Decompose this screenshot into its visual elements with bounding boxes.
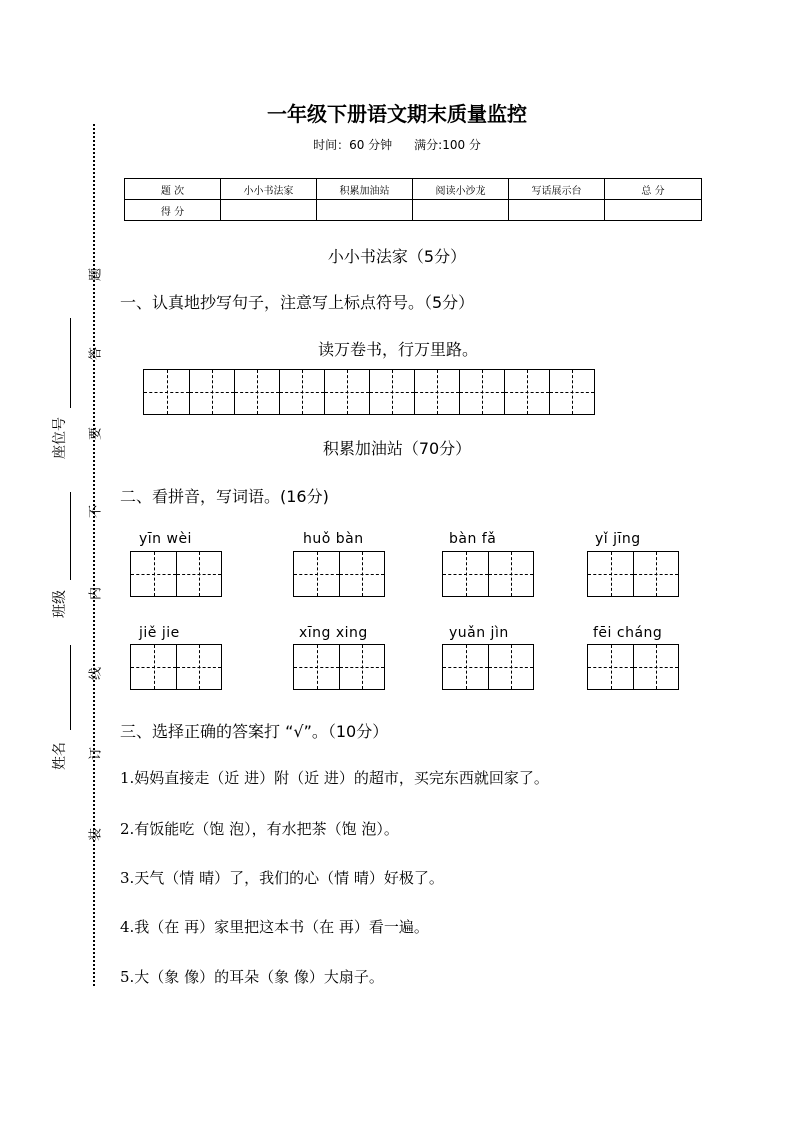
grid-cell[interactable] [144,370,189,414]
score-entry-cell[interactable] [221,200,317,221]
grid-cell[interactable] [189,370,234,414]
word-grid[interactable] [130,551,222,597]
pinyin-label: bàn fǎ [449,531,497,547]
grid-cell[interactable] [234,370,279,414]
grid-cell[interactable] [294,645,339,689]
grid-cell[interactable] [176,552,221,596]
writing-grid-row[interactable] [143,369,595,415]
seat-number-label: 座位号 [52,417,68,459]
binding-char: 订 [88,747,104,761]
table-cell: 阅读小沙龙 [413,179,509,200]
table-cell: 积累加油站 [317,179,413,200]
pinyin-label: fēi cháng [593,625,663,641]
grid-cell[interactable] [131,552,176,596]
choice-item[interactable]: 3.天气（情 晴）了，我们的心（情 晴）好极了。 [120,869,444,887]
grid-cell[interactable] [488,645,533,689]
exam-info [0,136,794,153]
binding-char: 题 [88,268,104,282]
grid-cell[interactable] [443,552,488,596]
pinyin-label: xīng xing [299,625,368,641]
pinyin-label: yuǎn jìn [449,625,509,641]
grid-cell[interactable] [339,645,384,689]
pinyin-label: yīn wèi [139,531,192,547]
score-entry-cell[interactable] [413,200,509,221]
grid-cell[interactable] [131,645,176,689]
grid-cell[interactable] [504,370,549,414]
binding-char: 要 [88,427,104,441]
grid-cell[interactable] [369,370,414,414]
table-cell: 题 次 [125,179,221,200]
word-grid[interactable] [442,644,534,690]
binding-char: 答 [88,347,104,361]
time-info: 时间：60 分钟 [313,138,393,152]
table-row [125,179,702,200]
copy-sentence: 读万卷书，行万里路。 [318,340,479,359]
grid-cell[interactable] [294,552,339,596]
question-3-title: 三、选择正确的答案打 “√”。（10分） [120,722,389,741]
pinyin-label: huǒ bàn [303,531,364,547]
grid-cell[interactable] [443,645,488,689]
grid-cell[interactable] [459,370,504,414]
word-grid[interactable] [293,551,385,597]
table-cell: 总 分 [605,179,702,200]
score-entry-cell[interactable] [317,200,413,221]
choice-item[interactable]: 5.大（象 像）的耳朵（象 像）大扇子。 [120,968,384,986]
table-cell: 写话展示台 [509,179,605,200]
word-grid[interactable] [293,644,385,690]
grid-cell[interactable] [176,645,221,689]
grid-cell[interactable] [633,552,678,596]
table-row [125,200,702,221]
binding-char: 内 [88,587,104,601]
section-heading-accumulation: 积累加油站（70分） [322,439,472,458]
grid-cell[interactable] [324,370,369,414]
name-line[interactable] [70,645,71,730]
seat-number-line[interactable] [70,318,71,408]
grid-cell[interactable] [588,552,633,596]
word-grid[interactable] [587,644,679,690]
score-info: 满分:100 分 [414,138,481,152]
grid-cell[interactable] [633,645,678,689]
grid-cell[interactable] [588,645,633,689]
binding-char: 装 [88,828,104,842]
choice-item[interactable]: 2.有饭能吃（饱 泡），有水把茶（饱 泡）。 [120,820,399,838]
word-grid[interactable] [130,644,222,690]
grid-cell[interactable] [339,552,384,596]
section-heading-calligraphy: 小小书法家（5分） [327,247,467,266]
table-cell: 小小书法家 [221,179,317,200]
word-grid[interactable] [587,551,679,597]
score-entry-cell[interactable] [509,200,605,221]
word-grid[interactable] [442,551,534,597]
binding-char: 不 [88,505,104,519]
question-2-title: 二、看拼音，写词语。(16分) [120,487,329,506]
question-1-title: 一、认真地抄写句子，注意写上标点符号。（5分） [120,293,475,312]
score-table [124,178,702,221]
class-label: 班级 [52,590,68,618]
score-entry-cell[interactable] [605,200,702,221]
pinyin-label: jiě jie [139,625,180,641]
grid-cell[interactable] [414,370,459,414]
pinyin-label: yǐ jīng [595,531,641,547]
grid-cell[interactable] [549,370,594,414]
grid-cell[interactable] [279,370,324,414]
page-title: 一年级下册语文期末质量监控 [267,102,527,126]
table-cell: 得 分 [125,200,221,221]
grid-cell[interactable] [488,552,533,596]
class-line[interactable] [70,492,71,580]
choice-item[interactable]: 4.我（在 再）家里把这本书（在 再）看一遍。 [120,918,429,936]
choice-item[interactable]: 1.妈妈直接走（近 进）附（近 进）的超市，买完东西就回家了。 [120,769,549,787]
name-label: 姓名 [52,742,68,770]
binding-char: 线 [88,667,104,681]
